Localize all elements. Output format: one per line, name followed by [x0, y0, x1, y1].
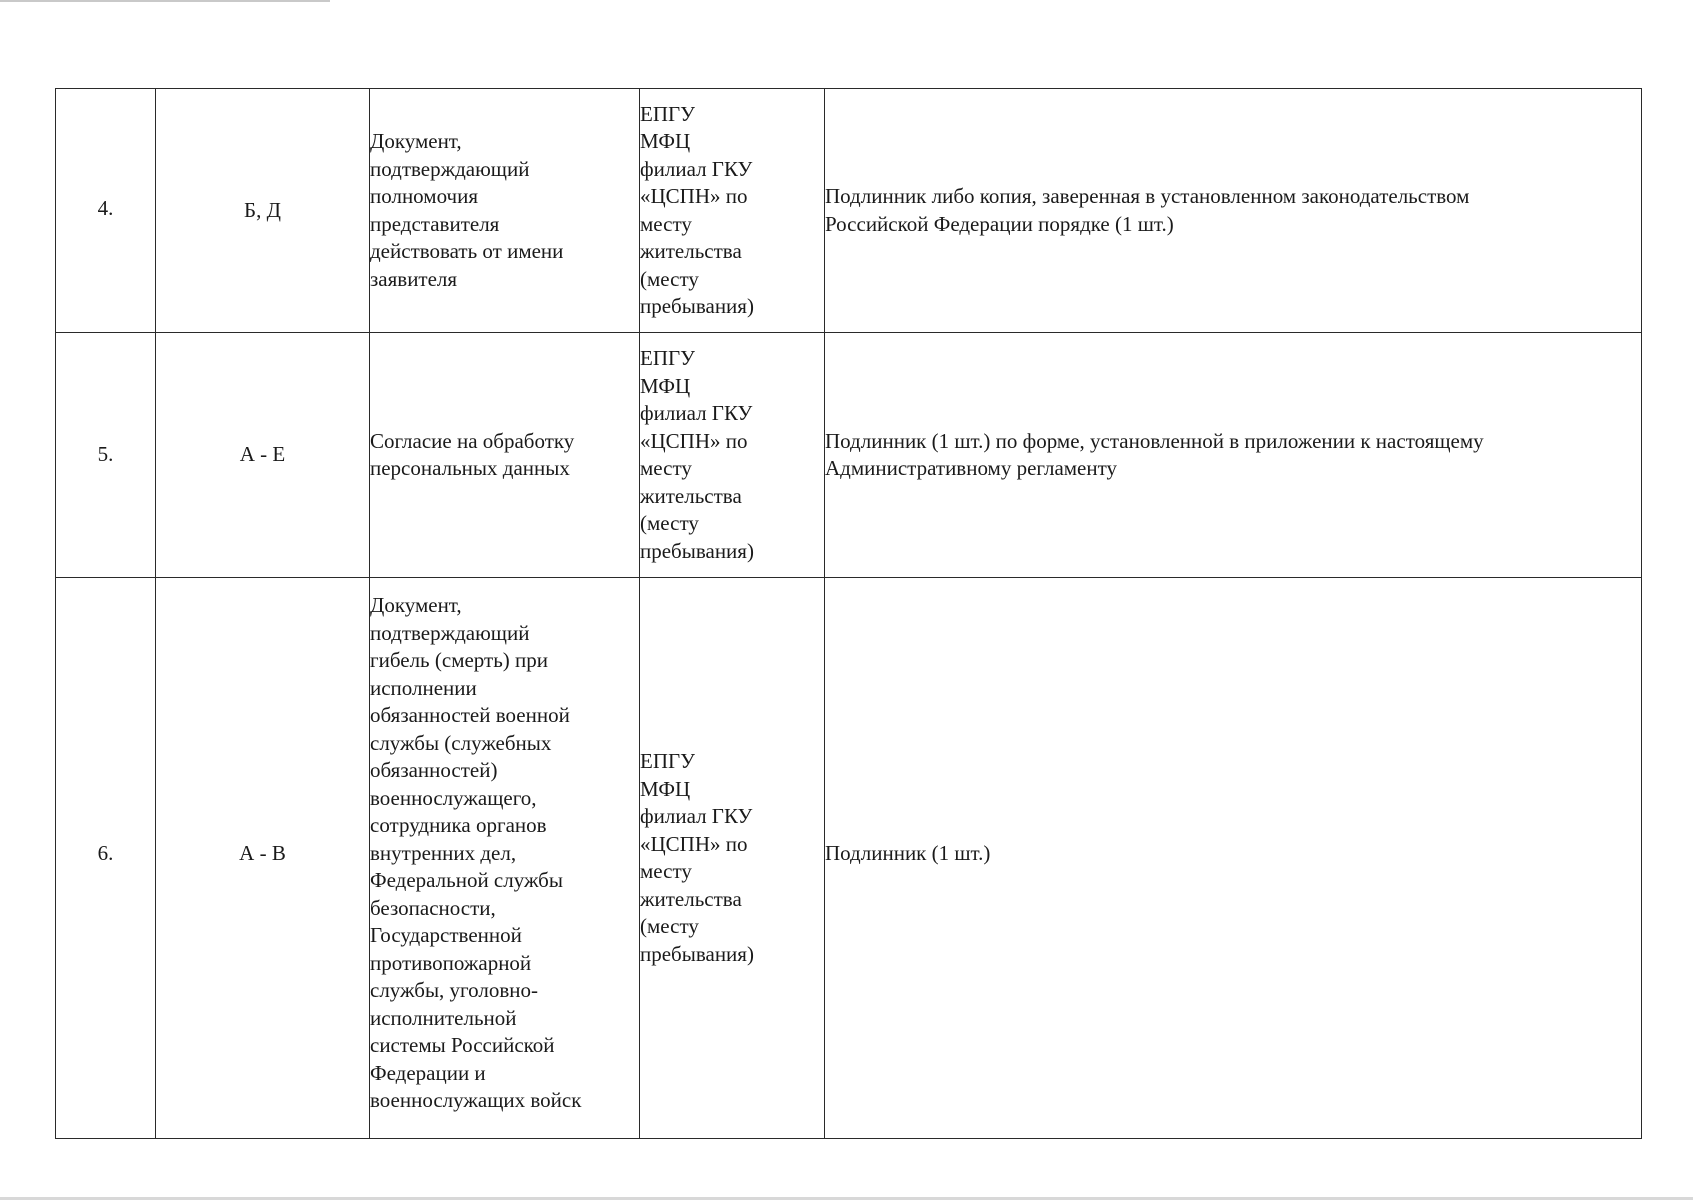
submission-place-line: (месту — [640, 914, 699, 938]
categories-cell — [156, 89, 370, 333]
submission-place-line: пребывания) — [640, 538, 754, 563]
document-name-line: обязанностей военной — [370, 703, 570, 727]
requirement-line: Подлинник либо копия, заверенная в установленном законодательством — [825, 184, 1470, 208]
document-name-line: Документ, — [370, 129, 462, 153]
document-name-line: сотрудника органов — [370, 813, 547, 837]
applicant-categories: А - Е — [239, 442, 286, 467]
submission-place-line: жительства — [640, 886, 742, 911]
document-name-line: персональных данных — [370, 456, 570, 480]
row-number-cell — [56, 89, 156, 333]
document-name-line: действовать от имени — [370, 239, 564, 263]
document-name-line: представителя — [370, 211, 500, 236]
submission-place-line: филиал ГКУ — [640, 804, 753, 828]
document-name-line: внутренних дел, — [370, 840, 517, 865]
requirement-line: Подлинник (1 шт.) по форме, установленной в приложении к настоящему — [825, 428, 1484, 453]
document-name-line: службы (служебных — [370, 730, 552, 755]
document-name-line: системы Российской — [370, 1033, 555, 1057]
document-name-line: исполнительной — [370, 1005, 517, 1030]
document-name-line: полномочия — [370, 184, 478, 208]
submission-place-line: МФЦ — [640, 129, 691, 153]
requirement-line: Подлинник (1 шт.) — [825, 841, 991, 866]
categories-cell — [156, 578, 370, 1139]
submission-place-cell — [640, 333, 825, 578]
row-number-cell — [56, 578, 156, 1139]
document-name-line: военнослужащего, — [370, 785, 537, 810]
document-name-line: подтверждающий — [370, 620, 530, 645]
row-number: 6. — [97, 841, 114, 866]
table-row — [56, 578, 1642, 1139]
scan-edge-top — [0, 0, 330, 2]
submission-place-cell — [640, 578, 825, 1139]
requirement-line: Российской Федерации порядке (1 шт.) — [825, 211, 1174, 236]
requirement-line: Административному регламенту — [825, 456, 1118, 480]
requirement-cell — [825, 89, 1642, 333]
submission-place-line: месту — [640, 211, 692, 236]
submission-place-line: МФЦ — [640, 776, 691, 801]
categories-cell — [156, 333, 370, 578]
document-name-line: исполнении — [370, 675, 477, 700]
table-row — [56, 89, 1642, 333]
submission-place-line: ЕПГУ — [640, 101, 696, 126]
document-name-line: противопожарной — [370, 950, 532, 975]
submission-place-line: филиал ГКУ — [640, 156, 753, 181]
document-name-line: Государственной — [370, 923, 522, 947]
submission-place-line: (месту — [640, 266, 699, 291]
row-number: 4. — [97, 195, 114, 220]
document-name-line: гибель (смерть) при — [370, 648, 549, 672]
submission-place-line: ЕПГУ — [640, 749, 696, 773]
submission-place-line: ЕПГУ — [640, 346, 696, 370]
submission-place-line: «ЦСПН» по — [640, 184, 748, 208]
submission-place-line: пребывания) — [640, 941, 754, 966]
row-number-cell — [56, 333, 156, 578]
submission-place-line: месту — [640, 456, 692, 480]
submission-place-line: филиал ГКУ — [640, 401, 753, 425]
submission-place-line: пребывания) — [640, 294, 754, 318]
applicant-categories: А - В — [239, 841, 286, 866]
document-name-cell — [370, 89, 640, 333]
document-name-line: Согласие на обработку — [370, 428, 575, 453]
document-name-line: заявителя — [370, 266, 458, 291]
document-name-line: Федеральной службы — [370, 868, 563, 892]
submission-place-line: (месту — [640, 511, 699, 535]
table-row — [56, 333, 1642, 578]
document-name-cell — [370, 578, 640, 1139]
submission-place-cell — [640, 89, 825, 333]
document-name-line: подтверждающий — [370, 156, 530, 181]
document-name-line: обязанностей) — [370, 758, 498, 782]
submission-place-line: жительства — [640, 483, 742, 508]
document-name-line: службы, уголовно- — [370, 978, 538, 1002]
requirement-cell — [825, 333, 1642, 578]
requirement-cell — [825, 578, 1642, 1139]
submission-place-line: жительства — [640, 239, 742, 263]
submission-place-line: месту — [640, 859, 692, 883]
document-name-line: безопасности, — [370, 895, 496, 920]
document-name-cell — [370, 333, 640, 578]
submission-place-line: «ЦСПН» по — [640, 428, 748, 453]
document-name-line: военнослужащих войск — [370, 1088, 582, 1112]
documents-table — [55, 88, 1642, 1139]
submission-place-line: «ЦСПН» по — [640, 831, 748, 856]
document-name-line: Федерации и — [370, 1060, 486, 1085]
applicant-categories: Б, Д — [244, 197, 281, 222]
submission-place-line: МФЦ — [640, 373, 691, 398]
document-name-line: Документ, — [370, 593, 462, 617]
row-number: 5. — [97, 442, 114, 467]
